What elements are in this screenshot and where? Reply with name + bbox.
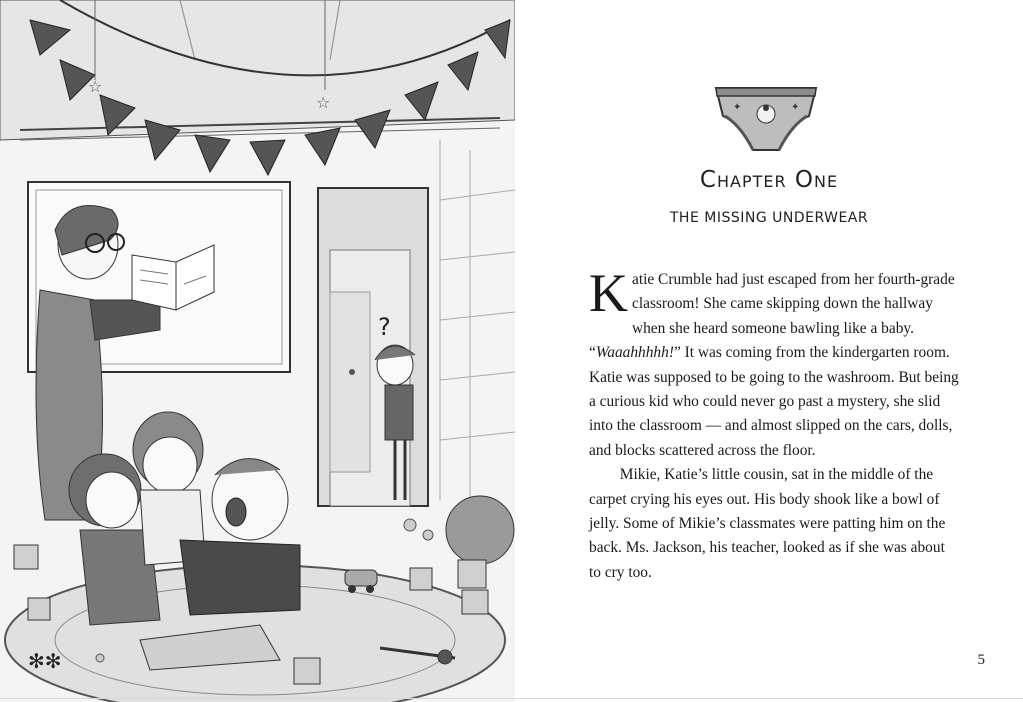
paragraph-1-end: ” It was coming from the kindergarten room. Katie was supposed to be going to the washroom. But being a curious kid who could never go past a mystery, she slid into the classroom — and almost slipped on the cars, dolls, and blocks scattered across the floor. (589, 344, 959, 459)
text-page (515, 0, 1023, 702)
svg-text:✦: ✦ (791, 102, 800, 113)
paragraph-2: Mikie, Katie’s little cousin, sat in the middle of the carpet crying his eyes out. His body shook like a bowl of jelly. Some of Mikie’s classmates were patting him on the back. Ms. Jackson, his teacher, looked as if she was about to cry too. (589, 466, 946, 581)
page-number: 5 (977, 652, 985, 668)
paragraph-1-text: atie Crumble had just escaped from her fourth-grade classroom! She came skipping down the hallway when she heard someone bawling like a baby. “ (589, 271, 955, 362)
chapter-subtitle: THE MISSING UNDERWEAR (669, 210, 869, 226)
svg-text:☆: ☆ (316, 93, 331, 112)
chapter-body (589, 263, 959, 585)
paragraph-1-italic: Waaahhhhh! (595, 344, 674, 362)
svg-text:☆: ☆ (88, 77, 103, 96)
chapter-title: Chapter One (699, 167, 839, 193)
page-bottom-rule (0, 698, 1023, 699)
drop-cap: K (589, 263, 628, 323)
svg-text:✻✻: ✻✻ (28, 649, 62, 673)
ball (446, 496, 514, 564)
paragraph-1 (589, 263, 959, 463)
underwear-icon (711, 80, 821, 156)
svg-text:✦: ✦ (733, 102, 742, 113)
question-mark: ? (378, 313, 391, 341)
